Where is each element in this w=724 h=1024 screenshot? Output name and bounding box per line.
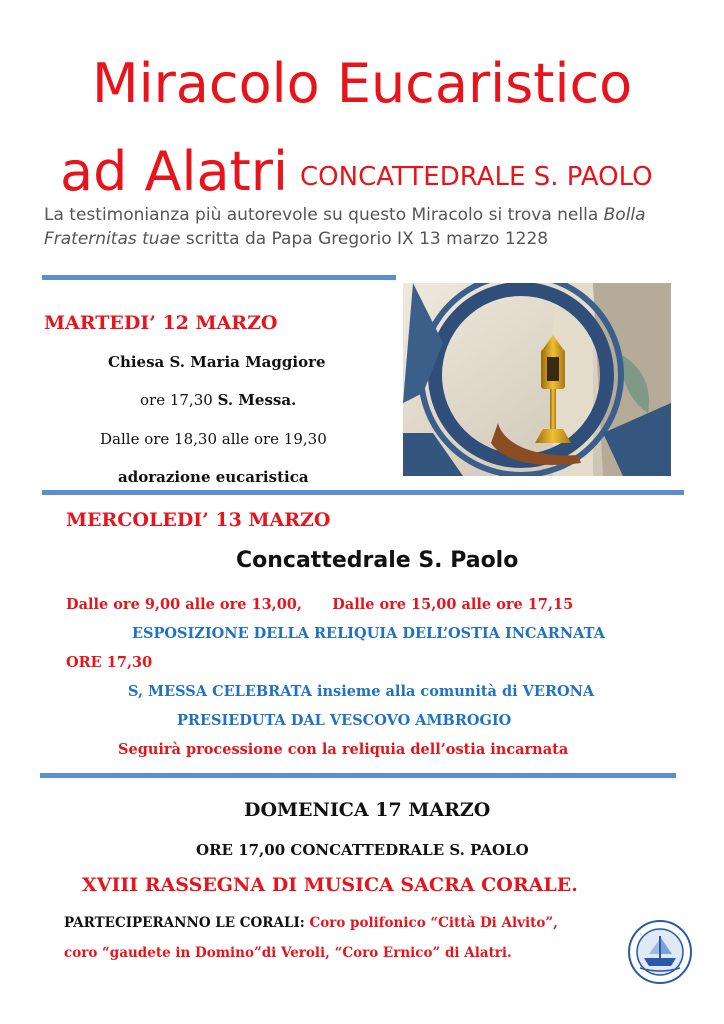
day3-festival: XVIII RASSEGNA DI MUSICA SACRA CORALE. — [82, 874, 578, 896]
intro-part2: scritta da Papa Gregorio IX 13 marzo 1228 — [180, 229, 549, 249]
day3-heading: DOMENICA 17 MARZO — [244, 799, 491, 821]
venue-subtitle: CONCATTEDRALE S. PAOLO — [300, 162, 653, 192]
day3-choirs-line1 — [64, 912, 558, 934]
intro-text — [44, 203, 704, 251]
day3-choir1: Coro polifonico “Città Di Alvito”, — [309, 915, 558, 931]
monstrance-photo-graphic — [403, 283, 671, 476]
day3-venue-time: ORE 17,00 CONCATTEDRALE S. PAOLO — [196, 841, 529, 859]
day1-church: Chiesa S. Maria Maggiore — [108, 353, 326, 371]
day3-choirs-line2: coro “gaudete in Domino”di Veroli, “Coro Ernico” di Alatri. — [64, 945, 512, 961]
title-line-1: Miracolo Eucaristico — [92, 52, 633, 115]
day1-mass-label: S. Messa. — [217, 391, 297, 409]
day2-exposition: ESPOSIZIONE DELLA RELIQUIA DELL’OSTIA INCARNATA — [132, 625, 605, 642]
intro-part1: La testimonianza più autorevole su questo Miracolo si trova nella — [44, 205, 604, 225]
day2-evening-time: ORE 17,30 — [66, 654, 153, 671]
day2-heading: MERCOLEDI’ 13 MARZO — [66, 509, 331, 531]
day2-procession: Seguirà processione con la reliquia dell’ostia incarnata — [118, 741, 569, 758]
day2-presided: PRESIEDUTA DAL VESCOVO AMBROGIO — [177, 712, 512, 729]
day3-choirs-intro: PARTECIPERANNO LE CORALI: — [64, 915, 310, 931]
divider-2 — [42, 490, 684, 495]
day1-mass-time: ore 17,30 — [140, 391, 218, 409]
day2-times: Dalle ore 9,00 alle ore 13,00, Dalle ore 15,00 alle ore 17,15 — [66, 596, 574, 613]
day1-mass — [140, 389, 296, 411]
divider-3 — [40, 773, 676, 778]
ship-icon — [628, 920, 692, 984]
day1-adoration-time: Dalle ore 18,30 alle ore 19,30 — [100, 430, 327, 448]
day1-adoration-label: adorazione eucaristica — [118, 468, 309, 486]
divider-1 — [42, 275, 396, 280]
intro-fraternitas: Fraternitas tuae — [44, 229, 181, 249]
day2-church: Concattedrale S. Paolo — [236, 548, 519, 573]
day2-mass-line: S, MESSA CELEBRATA insieme alla comunità di VERONA — [128, 683, 595, 700]
intro-bolla: Bolla — [603, 205, 646, 225]
monstrance-photo — [403, 283, 671, 476]
ship-logo-seal — [628, 920, 692, 984]
day1-heading: MARTEDI’ 12 MARZO — [44, 312, 278, 334]
title-line-2: ad Alatri — [60, 140, 288, 203]
